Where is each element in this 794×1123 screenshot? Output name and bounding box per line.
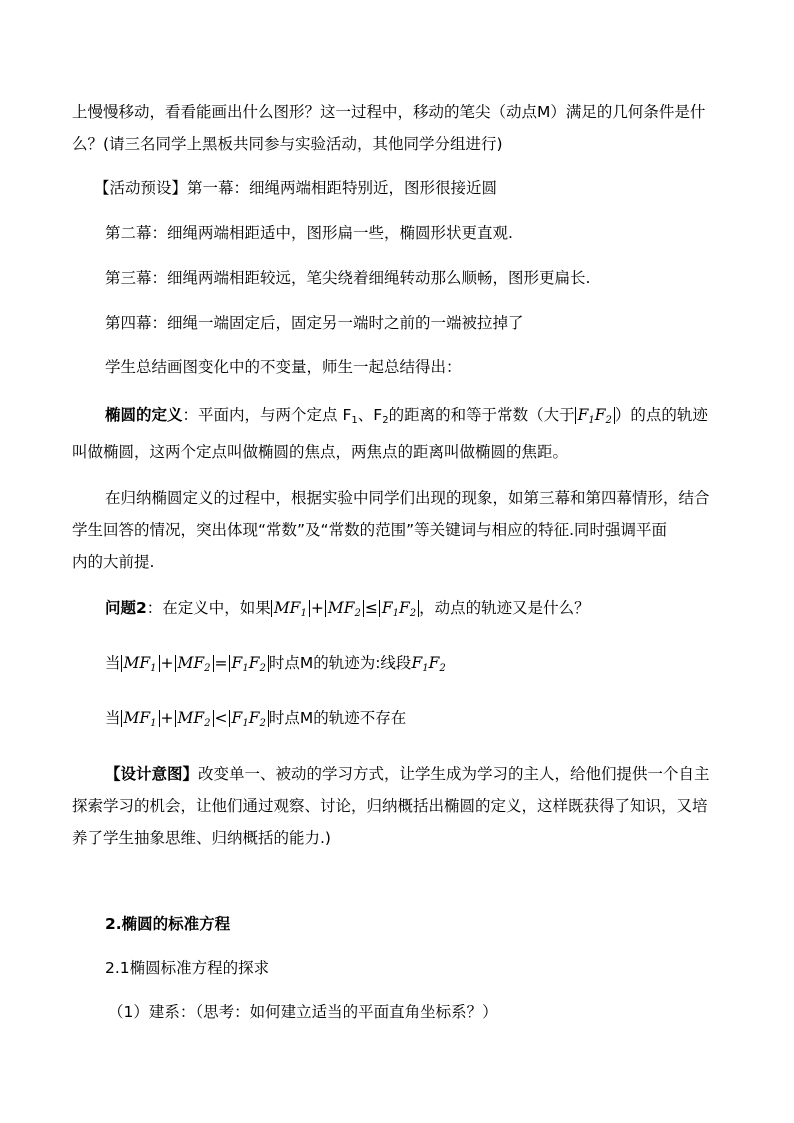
definition-label: 椭圆的定义 bbox=[105, 406, 183, 424]
case-less-text: 时点M的轨迹不存在 bbox=[268, 709, 407, 727]
definition-sep: 、 bbox=[357, 406, 374, 424]
design-tag: 【设计意图】 bbox=[105, 765, 199, 783]
le-sign: ≤ bbox=[364, 599, 378, 617]
section-2-1-heading: 2.1椭圆标准方程的探求 bbox=[105, 959, 270, 977]
intro-line-2: 么？(请三名同学上黑板共同参与实验活动，其他同学分组进行) bbox=[72, 135, 503, 153]
plus-sign: + bbox=[160, 654, 174, 672]
abs-mf1: $MF_1$ bbox=[121, 655, 160, 672]
segment-f1f2: $F_1F_2$ bbox=[411, 654, 446, 674]
activity-act-4: 第四幕：细绳一端固定后，固定另一端时之前的一端被拉掉了 bbox=[105, 314, 524, 332]
activity-act-1-text: 第一幕：细绳两端相距特别近，图形很接近圆 bbox=[187, 179, 498, 197]
case-equal-prefix: 当 bbox=[105, 654, 121, 672]
design-line-1 bbox=[105, 763, 710, 785]
abs-mf1: $MF_1$ bbox=[121, 710, 160, 727]
section-2-heading: 2.椭圆的标准方程 bbox=[105, 915, 231, 933]
intro-line-1: 上慢慢移动，看看能画出什么图形？这一过程中，移动的笔尖（动点M）满足的几何条件是什 bbox=[72, 103, 706, 121]
abs-f1f2: $F_1F_2$ bbox=[229, 710, 269, 727]
step-1-line: （1）建系：（思考：如何建立适当的平面直角坐标系？） bbox=[108, 1003, 498, 1021]
activity-tag: 【活动预设】 bbox=[94, 179, 188, 197]
eq-sign: = bbox=[214, 654, 228, 672]
plus-sign: + bbox=[160, 709, 174, 727]
design-text-1: 改变单一、被动的学习方式，让学生成为学习的主人，给他们提供一个自主 bbox=[198, 765, 710, 783]
question-2-label: 问题2 bbox=[105, 599, 147, 617]
abs-f1f2: $F_1F_2$ bbox=[379, 600, 419, 617]
plus-sign: + bbox=[310, 599, 324, 617]
activity-act-1 bbox=[94, 177, 497, 199]
abs-mf2: $MF_2$ bbox=[175, 710, 214, 727]
question-2-text-b: ，动点的轨迹又是什么？ bbox=[419, 599, 590, 617]
abs-mf2: $MF_2$ bbox=[175, 655, 214, 672]
definition-text-a: ：平面内，与两个定点 bbox=[182, 406, 338, 424]
case-equal-text: 时点M的轨迹为:线段 bbox=[268, 654, 412, 672]
abs-f1f2: $F_1F_2$ bbox=[229, 655, 269, 672]
process-line-2: 学生回答的情况，突出体现“常数”及“常数的范围”等关键词与相应的特征.同时强调平面 bbox=[72, 521, 668, 539]
question-2-text-a: ：在定义中，如果 bbox=[146, 599, 271, 617]
question-2-line bbox=[105, 597, 590, 619]
definition-f2: $F_2$ bbox=[373, 406, 389, 426]
case-less-prefix: 当 bbox=[105, 709, 121, 727]
abs-mf1: $MF_1$ bbox=[271, 600, 310, 617]
lt-sign: < bbox=[214, 709, 228, 727]
abs-mf2: $MF_2$ bbox=[325, 600, 364, 617]
activity-act-3: 第三幕：细绳两端相距较远，笔尖绕着细绳转动那么顺畅，图形更扁长. bbox=[105, 269, 591, 287]
process-line-1: 在归纳椭圆定义的过程中，根据实验中同学们出现的现象，如第三幕和第四幕情形，结合 bbox=[105, 489, 710, 507]
definition-abs-f1f2: $F_1F_2$ bbox=[575, 407, 615, 424]
summary-line: 学生总结画图变化中的不变量，师生一起总结得出： bbox=[105, 358, 462, 376]
definition-line-1 bbox=[105, 404, 708, 426]
design-line-2: 探索学习的机会，让他们通过观察、讨论，归纳概括出椭圆的定义，这样既获得了知识，又培 bbox=[72, 797, 708, 815]
activity-act-2: 第二幕：细绳两端相距适中，图形扁一些，椭圆形状更直观. bbox=[105, 224, 513, 242]
definition-f1: $F_1$ bbox=[342, 406, 358, 426]
definition-text-c: ）的点的轨迹 bbox=[614, 406, 708, 424]
definition-text-b: 的距离的和等于常数（大于 bbox=[388, 406, 575, 424]
case-less-line bbox=[105, 707, 406, 729]
case-equal-line bbox=[105, 652, 446, 674]
design-line-3: 养了学生抽象思维、归纳概括的能力.) bbox=[72, 829, 331, 847]
process-line-3: 内的大前提. bbox=[72, 553, 155, 571]
definition-line-2: 叫做椭圆，这两个定点叫做椭圆的焦点，两焦点的距离叫做椭圆的焦距。 bbox=[72, 443, 569, 461]
